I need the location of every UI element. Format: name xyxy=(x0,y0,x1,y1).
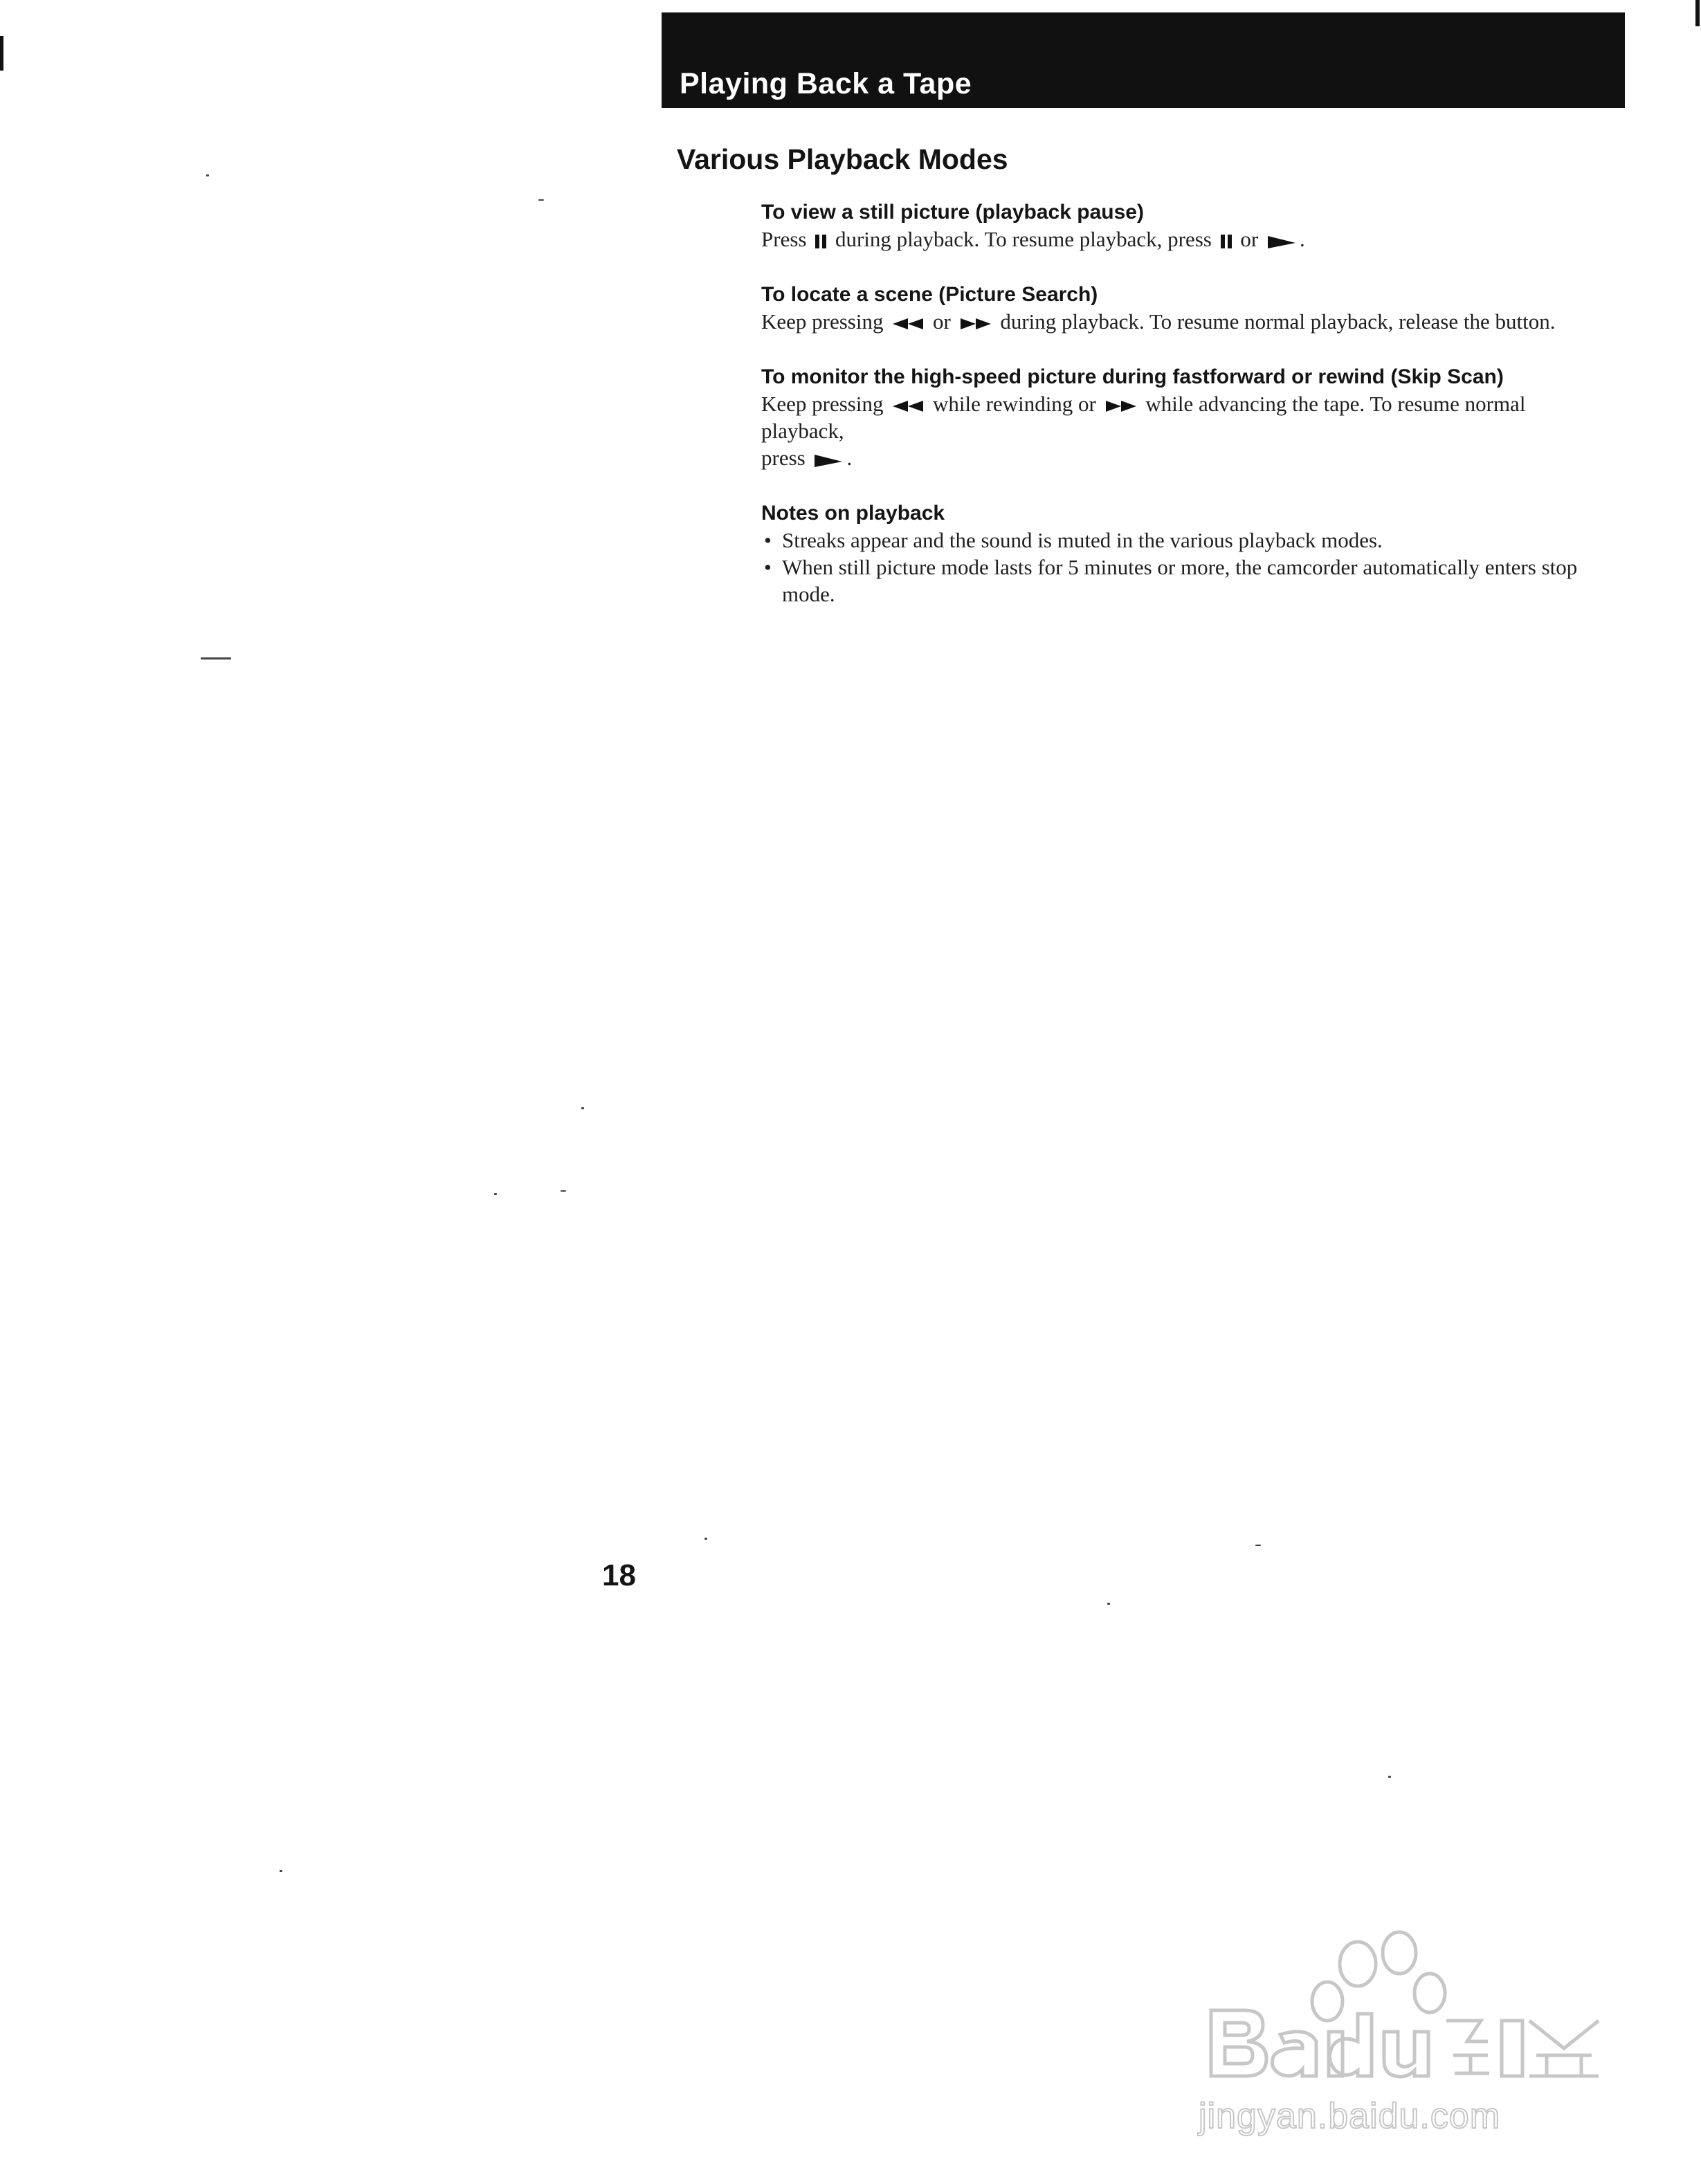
play-icon xyxy=(1266,233,1297,250)
scan-speck xyxy=(581,1107,584,1109)
topic-heading: To view a still picture (playback pause) xyxy=(761,201,1144,224)
body-text: press xyxy=(761,446,806,470)
scan-speck xyxy=(704,1538,707,1540)
bullet-icon: • xyxy=(764,528,772,552)
note-text: Streaks appear and the sound is muted in the various playback modes. xyxy=(782,528,1383,552)
body-text: during playback. To resume playback, press xyxy=(835,227,1212,251)
body-text: or xyxy=(1240,227,1259,251)
rewind-icon xyxy=(891,399,925,414)
body-text: during playback. To resume normal playback, release the button. xyxy=(1000,309,1556,334)
scan-speck xyxy=(206,174,209,176)
content xyxy=(761,199,1592,637)
header-bar xyxy=(662,12,1625,108)
topic-still-picture xyxy=(761,199,1592,253)
scan-speck xyxy=(1388,1776,1391,1778)
list-item xyxy=(761,554,1592,608)
body-text: . xyxy=(1299,227,1305,251)
scan-edge-mark-left xyxy=(0,36,3,71)
notes-list xyxy=(761,527,1592,608)
scan-speck xyxy=(1255,1545,1261,1546)
section-title: Various Playback Modes xyxy=(677,143,1008,175)
play-icon xyxy=(813,452,844,468)
scan-speck xyxy=(494,1193,497,1195)
scan-speck xyxy=(538,199,544,201)
body-text: . xyxy=(846,446,853,470)
watermark-url: jingyan.baidu.com xyxy=(1199,2096,1501,2136)
body-text: while advancing the tape. To resume normal playback, xyxy=(761,392,1526,443)
topic-skip-scan xyxy=(761,364,1592,471)
scan-edge-mark-right xyxy=(1695,0,1700,26)
fast-forward-icon xyxy=(1104,399,1138,414)
notes-heading: Notes on playback xyxy=(761,502,945,525)
scan-speck xyxy=(561,1190,566,1192)
topic-heading: To locate a scene (Picture Search) xyxy=(761,283,1098,306)
list-item xyxy=(761,527,1592,554)
watermark-logo xyxy=(1197,1910,1612,2173)
pause-icon xyxy=(1220,233,1232,250)
body-text: Keep pressing xyxy=(761,309,884,334)
pause-icon xyxy=(815,233,827,250)
header-title: Playing Back a Tape xyxy=(680,67,972,100)
page-number: 18 xyxy=(602,1558,636,1592)
body-text: Press xyxy=(761,227,807,251)
scan-speck xyxy=(280,1870,282,1872)
scan-speck xyxy=(201,657,231,659)
topic-body xyxy=(761,226,1592,253)
bullet-icon: • xyxy=(764,555,772,579)
topic-body xyxy=(761,390,1592,471)
body-text: Keep pressing xyxy=(761,392,884,416)
topic-heading: To monitor the high-speed picture during fastforward or rewind (Skip Scan) xyxy=(761,365,1504,388)
note-text: When still picture mode lasts for 5 minutes or more, the camcorder automatically enters stop mode. xyxy=(782,555,1578,606)
fast-forward-icon xyxy=(959,316,992,331)
notes-section xyxy=(761,500,1592,608)
topic-picture-search xyxy=(761,282,1592,335)
topic-body xyxy=(761,308,1592,335)
rewind-icon xyxy=(891,316,925,331)
body-text: or xyxy=(932,309,951,334)
scan-speck xyxy=(1107,1603,1110,1605)
body-text: while rewinding or xyxy=(932,392,1096,416)
